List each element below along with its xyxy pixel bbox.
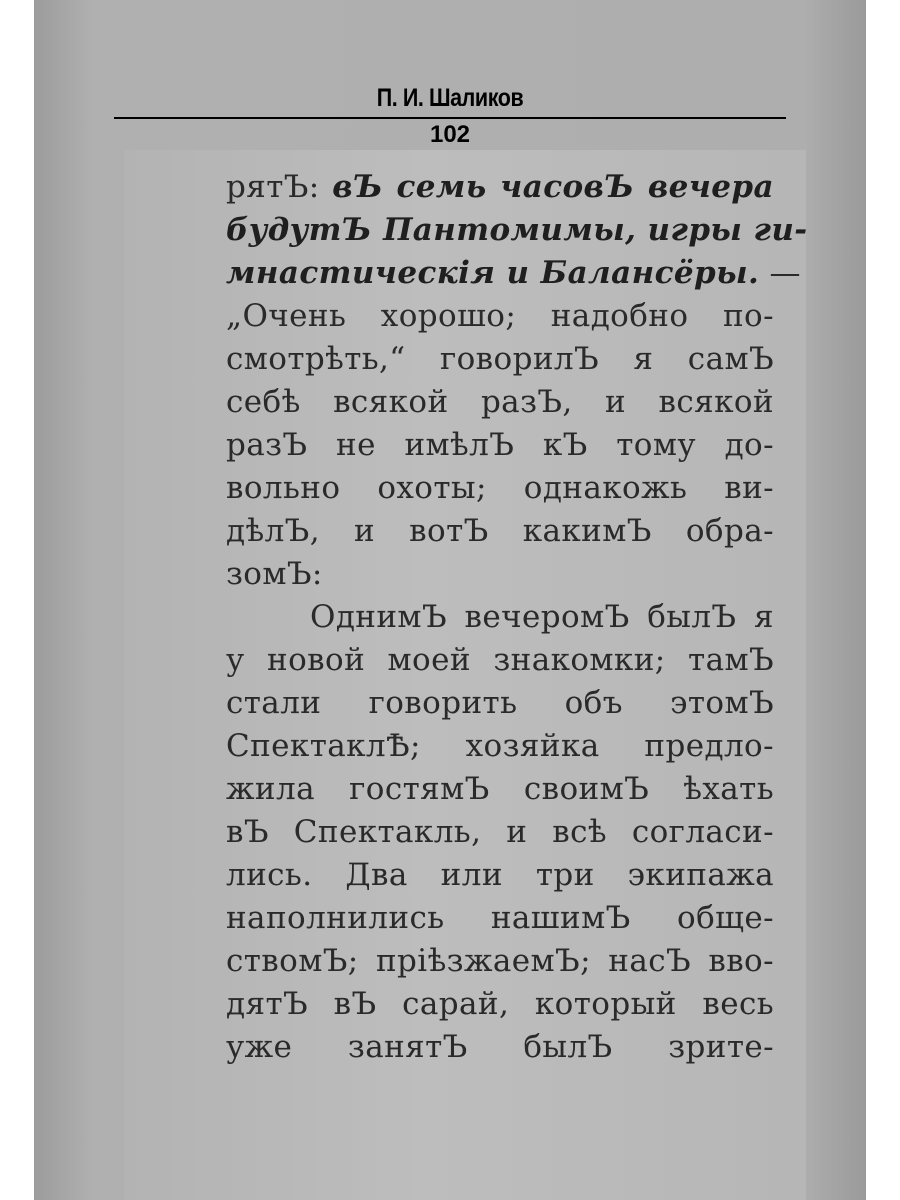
- text-line: ствомЪ; пріѣзжаемЪ; насЪ вво-: [226, 943, 774, 979]
- text-line: смотрѣть,“ говорилЪ я самЪ: [226, 341, 774, 377]
- text-line: разЪ не имѣлЪ кЪ тому до-: [226, 427, 774, 463]
- text-line: „Очень хорошо; надобно по-: [226, 298, 774, 334]
- line-text: рятЪ:: [226, 169, 333, 205]
- line-text: —: [759, 255, 801, 291]
- text-line: лись. Два или три экипажа: [226, 857, 774, 893]
- body-text: [226, 166, 808, 1069]
- text-line: [226, 209, 808, 252]
- text-line: вольно охоты; однакожь ви-: [226, 470, 774, 506]
- line-italic-text: вЪ семь часовЪ вечера: [332, 169, 774, 205]
- running-head-author: П. И. Шаликов: [376, 84, 524, 112]
- line-italic-text: мнастическія и Балансёры.: [226, 255, 760, 291]
- text-line: дятЪ вЪ сарай, который весь: [226, 986, 774, 1022]
- text-line: себѣ всякой разЪ, и всякой: [226, 384, 774, 420]
- text-line: вЪ Спектакль, и всѣ согласи-: [226, 814, 774, 850]
- line-italic-text: будутЪ Пантомимы, игры ги-: [226, 212, 808, 248]
- text-line: уже занятЪ былЪ зрите-: [226, 1029, 774, 1065]
- header-rule: [114, 117, 786, 119]
- text-line: [226, 252, 801, 295]
- page-number: 102: [429, 121, 471, 148]
- text-line: у новой моей знакомки; тамЪ: [226, 642, 774, 678]
- text-line: жила гостямЪ своимЪ ѣхать: [226, 771, 774, 807]
- text-line: дѣлЪ, и вотЪ какимЪ обра-: [226, 513, 774, 549]
- text-line-paragraph-start: ОднимЪ вечеромЪ былЪ я: [310, 599, 774, 635]
- text-line: СпектаклѢ; хозяйка предло-: [226, 728, 774, 764]
- text-line: стали говорить объ этомЪ: [226, 685, 774, 721]
- text-line: наполнились нашимЪ обще-: [226, 900, 774, 936]
- text-line: зомЪ:: [226, 556, 323, 592]
- text-line: [226, 166, 774, 209]
